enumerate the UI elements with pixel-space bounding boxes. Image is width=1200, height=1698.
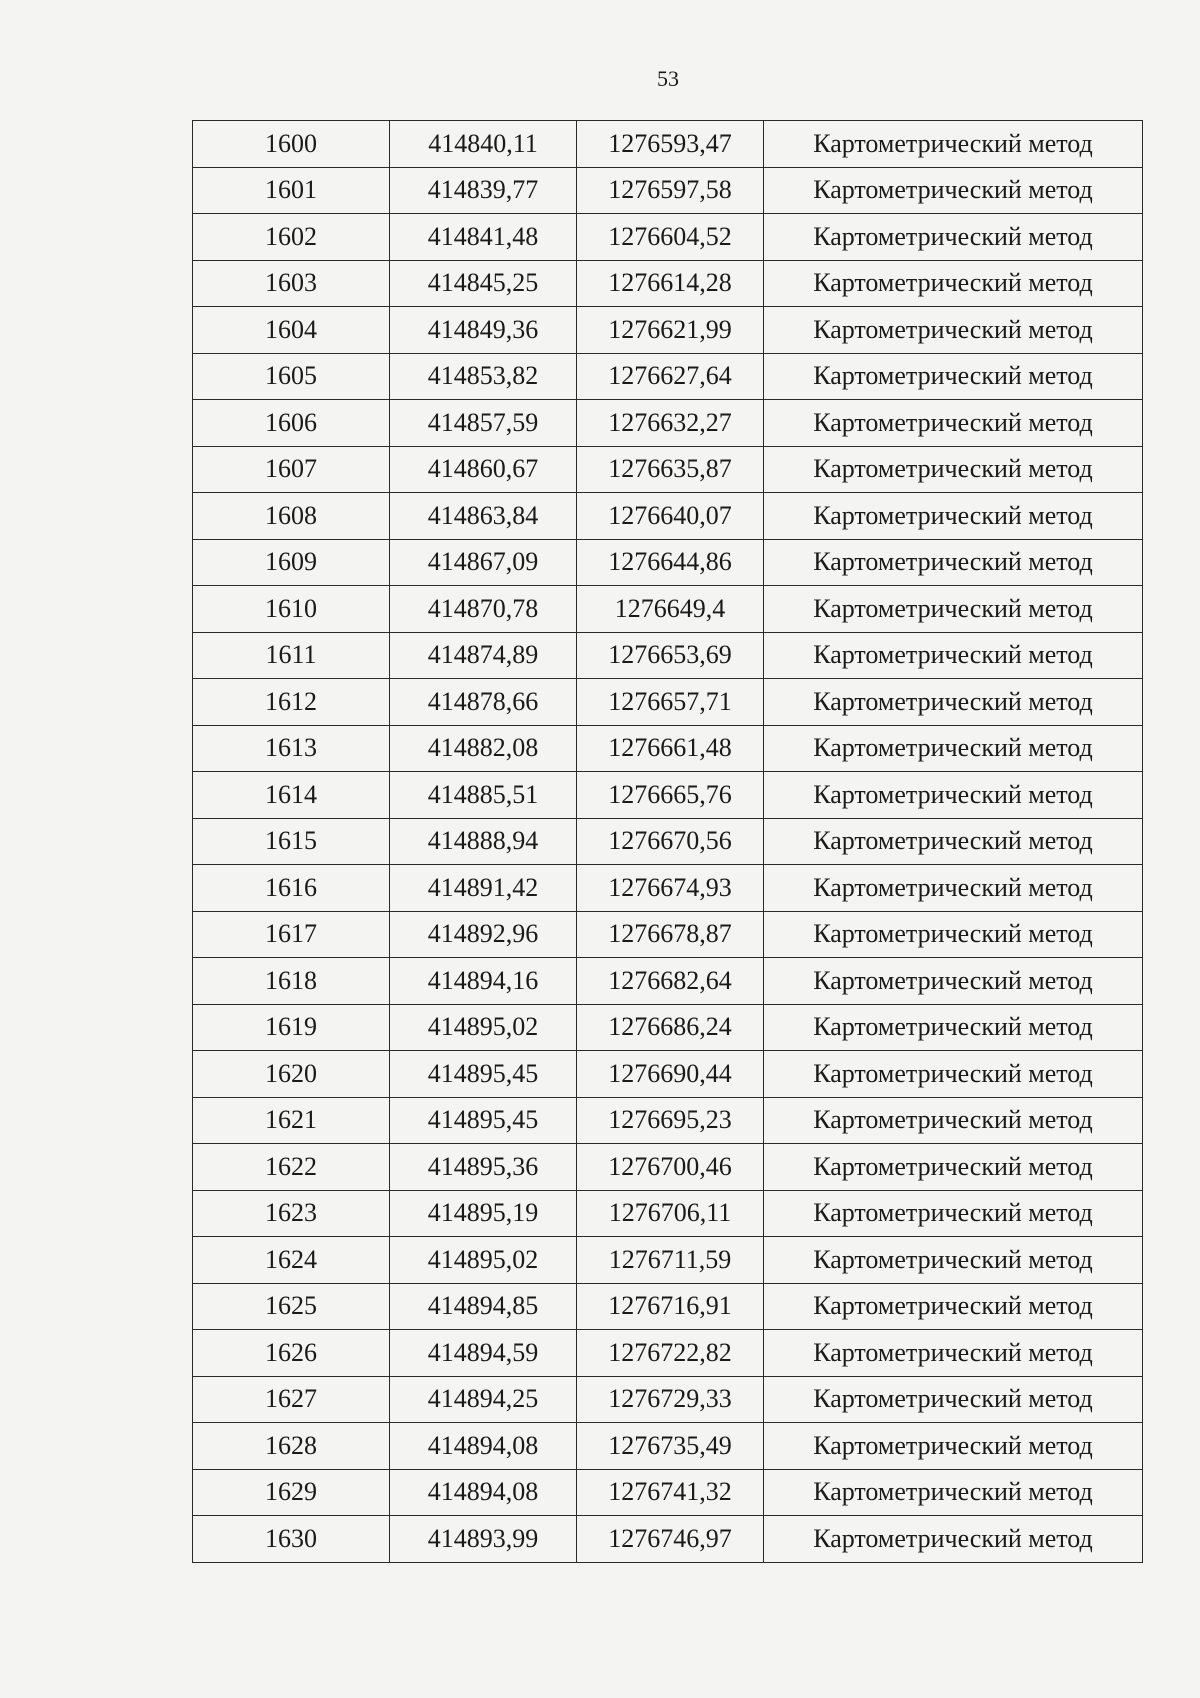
y-coordinate-cell: 1276722,82 — [577, 1330, 764, 1377]
table-row — [193, 400, 1143, 447]
x-coordinate-cell: 414841,48 — [390, 214, 577, 261]
y-coordinate-cell: 1276682,64 — [577, 958, 764, 1005]
x-coordinate-cell: 414853,82 — [390, 353, 577, 400]
table-row — [193, 1469, 1143, 1516]
y-coordinate-cell: 1276735,49 — [577, 1423, 764, 1470]
table-row — [193, 1330, 1143, 1377]
y-coordinate-cell: 1276674,93 — [577, 865, 764, 912]
point-id-cell: 1610 — [193, 586, 390, 633]
x-coordinate-cell: 414878,66 — [390, 679, 577, 726]
method-cell: Картометрический метод — [764, 493, 1143, 540]
table-row — [193, 167, 1143, 214]
table-row — [193, 1004, 1143, 1051]
method-cell: Картометрический метод — [764, 679, 1143, 726]
point-id-cell: 1621 — [193, 1097, 390, 1144]
method-cell: Картометрический метод — [764, 1051, 1143, 1098]
point-id-cell: 1616 — [193, 865, 390, 912]
x-coordinate-cell: 414891,42 — [390, 865, 577, 912]
method-cell: Картометрический метод — [764, 214, 1143, 261]
table-row — [193, 818, 1143, 865]
method-cell: Картометрический метод — [764, 353, 1143, 400]
x-coordinate-cell: 414857,59 — [390, 400, 577, 447]
method-cell: Картометрический метод — [764, 772, 1143, 819]
y-coordinate-cell: 1276686,24 — [577, 1004, 764, 1051]
y-coordinate-cell: 1276700,46 — [577, 1144, 764, 1191]
point-id-cell: 1622 — [193, 1144, 390, 1191]
method-cell: Картометрический метод — [764, 1237, 1143, 1284]
table-row — [193, 1516, 1143, 1563]
table-row — [193, 1190, 1143, 1237]
y-coordinate-cell: 1276670,56 — [577, 818, 764, 865]
coordinates-table-body — [193, 121, 1143, 1563]
y-coordinate-cell: 1276746,97 — [577, 1516, 764, 1563]
point-id-cell: 1607 — [193, 446, 390, 493]
method-cell: Картометрический метод — [764, 1330, 1143, 1377]
y-coordinate-cell: 1276621,99 — [577, 307, 764, 354]
method-cell: Картометрический метод — [764, 911, 1143, 958]
point-id-cell: 1611 — [193, 632, 390, 679]
x-coordinate-cell: 414895,02 — [390, 1004, 577, 1051]
point-id-cell: 1606 — [193, 400, 390, 447]
x-coordinate-cell: 414885,51 — [390, 772, 577, 819]
method-cell: Картометрический метод — [764, 1097, 1143, 1144]
y-coordinate-cell: 1276627,64 — [577, 353, 764, 400]
method-cell: Картометрический метод — [764, 307, 1143, 354]
y-coordinate-cell: 1276593,47 — [577, 121, 764, 168]
point-id-cell: 1602 — [193, 214, 390, 261]
point-id-cell: 1627 — [193, 1376, 390, 1423]
point-id-cell: 1600 — [193, 121, 390, 168]
x-coordinate-cell: 414849,36 — [390, 307, 577, 354]
method-cell: Картометрический метод — [764, 1004, 1143, 1051]
x-coordinate-cell: 414894,08 — [390, 1469, 577, 1516]
x-coordinate-cell: 414893,99 — [390, 1516, 577, 1563]
point-id-cell: 1628 — [193, 1423, 390, 1470]
x-coordinate-cell: 414892,96 — [390, 911, 577, 958]
x-coordinate-cell: 414895,19 — [390, 1190, 577, 1237]
method-cell: Картометрический метод — [764, 260, 1143, 307]
method-cell: Картометрический метод — [764, 1283, 1143, 1330]
table-row — [193, 1283, 1143, 1330]
x-coordinate-cell: 414895,36 — [390, 1144, 577, 1191]
table-row — [193, 493, 1143, 540]
x-coordinate-cell: 414845,25 — [390, 260, 577, 307]
table-row — [193, 772, 1143, 819]
point-id-cell: 1626 — [193, 1330, 390, 1377]
point-id-cell: 1615 — [193, 818, 390, 865]
method-cell: Картометрический метод — [764, 1376, 1143, 1423]
method-cell: Картометрический метод — [764, 167, 1143, 214]
y-coordinate-cell: 1276695,23 — [577, 1097, 764, 1144]
table-row — [193, 353, 1143, 400]
y-coordinate-cell: 1276678,87 — [577, 911, 764, 958]
point-id-cell: 1623 — [193, 1190, 390, 1237]
x-coordinate-cell: 414888,94 — [390, 818, 577, 865]
table-row — [193, 1051, 1143, 1098]
table-row — [193, 121, 1143, 168]
y-coordinate-cell: 1276690,44 — [577, 1051, 764, 1098]
method-cell: Картометрический метод — [764, 865, 1143, 912]
table-row — [193, 865, 1143, 912]
point-id-cell: 1625 — [193, 1283, 390, 1330]
method-cell: Картометрический метод — [764, 1423, 1143, 1470]
point-id-cell: 1630 — [193, 1516, 390, 1563]
table-row — [193, 1423, 1143, 1470]
table-row — [193, 307, 1143, 354]
y-coordinate-cell: 1276729,33 — [577, 1376, 764, 1423]
table-row — [193, 586, 1143, 633]
method-cell: Картометрический метод — [764, 1190, 1143, 1237]
x-coordinate-cell: 414895,45 — [390, 1051, 577, 1098]
method-cell: Картометрический метод — [764, 400, 1143, 447]
point-id-cell: 1617 — [193, 911, 390, 958]
y-coordinate-cell: 1276706,11 — [577, 1190, 764, 1237]
y-coordinate-cell: 1276741,32 — [577, 1469, 764, 1516]
point-id-cell: 1619 — [193, 1004, 390, 1051]
point-id-cell: 1603 — [193, 260, 390, 307]
point-id-cell: 1620 — [193, 1051, 390, 1098]
method-cell: Картометрический метод — [764, 1144, 1143, 1191]
x-coordinate-cell: 414840,11 — [390, 121, 577, 168]
y-coordinate-cell: 1276661,48 — [577, 725, 764, 772]
method-cell: Картометрический метод — [764, 725, 1143, 772]
method-cell: Картометрический метод — [764, 1516, 1143, 1563]
x-coordinate-cell: 414882,08 — [390, 725, 577, 772]
y-coordinate-cell: 1276644,86 — [577, 539, 764, 586]
y-coordinate-cell: 1276614,28 — [577, 260, 764, 307]
y-coordinate-cell: 1276604,52 — [577, 214, 764, 261]
point-id-cell: 1618 — [193, 958, 390, 1005]
x-coordinate-cell: 414894,25 — [390, 1376, 577, 1423]
point-id-cell: 1612 — [193, 679, 390, 726]
y-coordinate-cell: 1276632,27 — [577, 400, 764, 447]
method-cell: Картометрический метод — [764, 958, 1143, 1005]
point-id-cell: 1624 — [193, 1237, 390, 1284]
y-coordinate-cell: 1276653,69 — [577, 632, 764, 679]
x-coordinate-cell: 414870,78 — [390, 586, 577, 633]
y-coordinate-cell: 1276716,91 — [577, 1283, 764, 1330]
x-coordinate-cell: 414860,67 — [390, 446, 577, 493]
table-row — [193, 1144, 1143, 1191]
x-coordinate-cell: 414895,45 — [390, 1097, 577, 1144]
point-id-cell: 1605 — [193, 353, 390, 400]
method-cell: Картометрический метод — [764, 446, 1143, 493]
point-id-cell: 1614 — [193, 772, 390, 819]
table-row — [193, 214, 1143, 261]
y-coordinate-cell: 1276640,07 — [577, 493, 764, 540]
page-number-text: 53 — [657, 66, 679, 91]
method-cell: Картометрический метод — [764, 121, 1143, 168]
table-row — [193, 539, 1143, 586]
table-row — [193, 1237, 1143, 1284]
point-id-cell: 1609 — [193, 539, 390, 586]
x-coordinate-cell: 414874,89 — [390, 632, 577, 679]
table-row — [193, 1376, 1143, 1423]
table-row — [193, 632, 1143, 679]
table-row — [193, 446, 1143, 493]
method-cell: Картометрический метод — [764, 632, 1143, 679]
x-coordinate-cell: 414839,77 — [390, 167, 577, 214]
y-coordinate-cell: 1276597,58 — [577, 167, 764, 214]
y-coordinate-cell: 1276635,87 — [577, 446, 764, 493]
x-coordinate-cell: 414894,16 — [390, 958, 577, 1005]
x-coordinate-cell: 414894,85 — [390, 1283, 577, 1330]
y-coordinate-cell: 1276711,59 — [577, 1237, 764, 1284]
coordinates-table — [192, 120, 1143, 1563]
method-cell: Картометрический метод — [764, 1469, 1143, 1516]
table-row — [193, 1097, 1143, 1144]
table-row — [193, 958, 1143, 1005]
y-coordinate-cell: 1276665,76 — [577, 772, 764, 819]
point-id-cell: 1629 — [193, 1469, 390, 1516]
method-cell: Картометрический метод — [764, 586, 1143, 633]
table-row — [193, 679, 1143, 726]
method-cell: Картометрический метод — [764, 818, 1143, 865]
x-coordinate-cell: 414863,84 — [390, 493, 577, 540]
y-coordinate-cell: 1276657,71 — [577, 679, 764, 726]
table-row — [193, 725, 1143, 772]
x-coordinate-cell: 414894,08 — [390, 1423, 577, 1470]
method-cell: Картометрический метод — [764, 539, 1143, 586]
page-number — [0, 66, 1200, 92]
point-id-cell: 1601 — [193, 167, 390, 214]
x-coordinate-cell: 414895,02 — [390, 1237, 577, 1284]
x-coordinate-cell: 414894,59 — [390, 1330, 577, 1377]
table-row — [193, 911, 1143, 958]
point-id-cell: 1608 — [193, 493, 390, 540]
point-id-cell: 1613 — [193, 725, 390, 772]
y-coordinate-cell: 1276649,4 — [577, 586, 764, 633]
x-coordinate-cell: 414867,09 — [390, 539, 577, 586]
point-id-cell: 1604 — [193, 307, 390, 354]
table-row — [193, 260, 1143, 307]
